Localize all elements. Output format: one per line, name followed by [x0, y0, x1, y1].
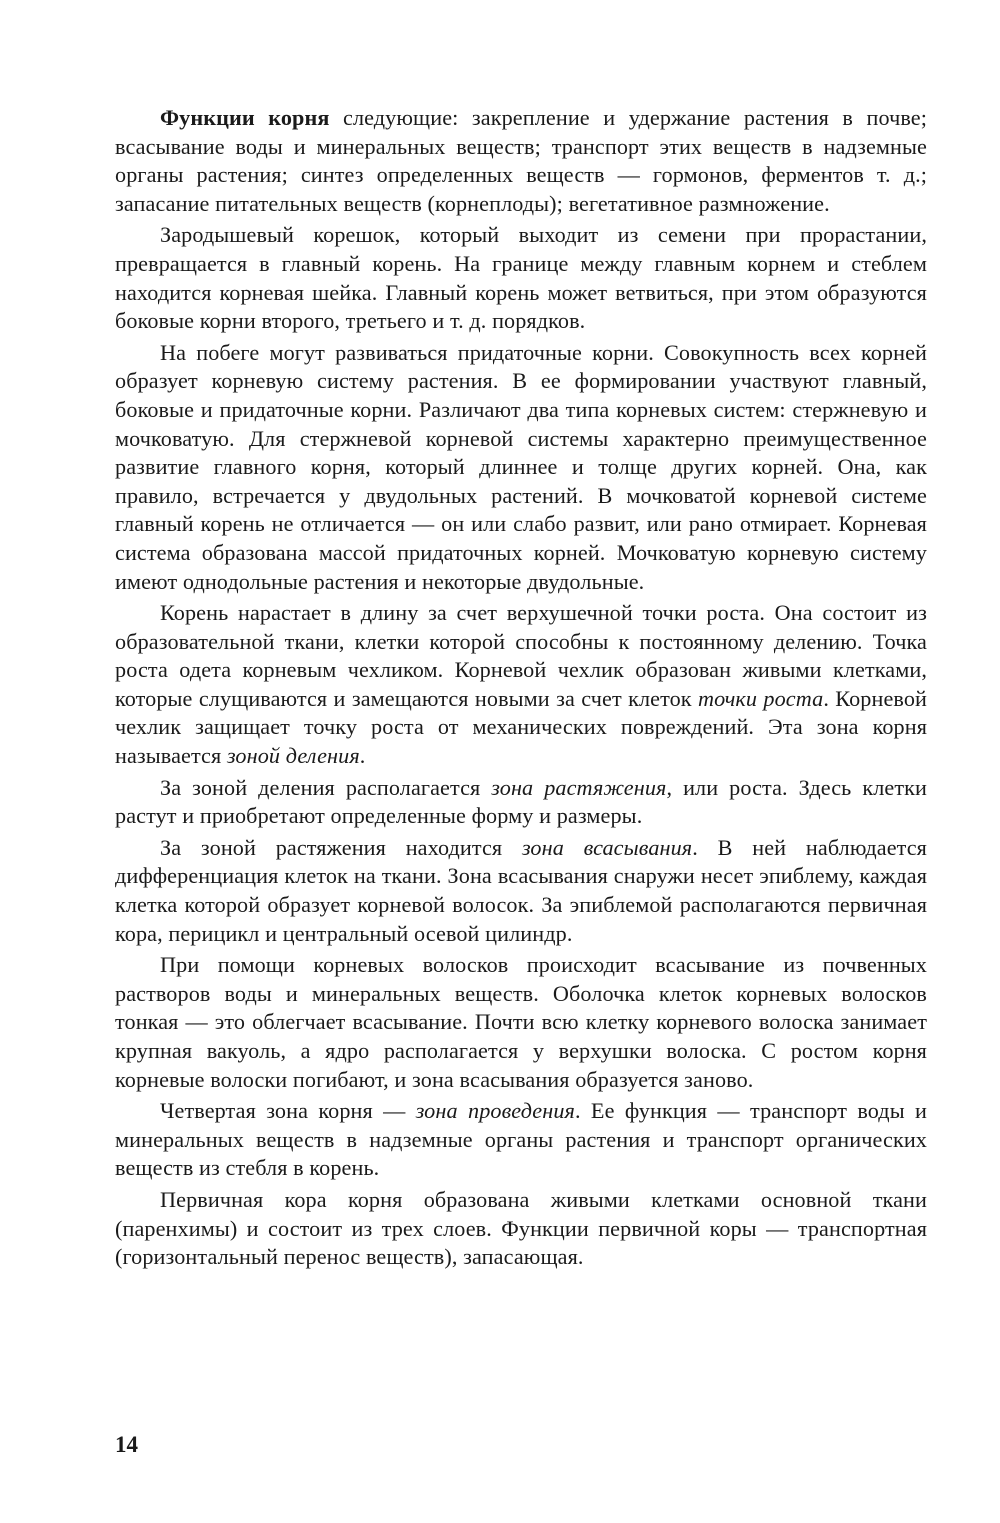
term-conduction-zone: зона проведения: [415, 1098, 575, 1124]
paragraph-text: . Корневой чехлик защищает точку роста от механических повреждений. Эта зона корня называется: [115, 685, 927, 769]
paragraph-root-functions: [115, 104, 927, 218]
term-root-functions: Функции корня: [160, 105, 330, 130]
term-division-zone: зоной деления: [226, 743, 360, 769]
paragraph-text: За зоной деления располагается: [160, 774, 492, 800]
term-growth-point: точки роста: [697, 685, 824, 711]
page-number: 14: [115, 1432, 138, 1457]
paragraph-text: Четвертая зона корня —: [160, 1098, 416, 1124]
term-absorption-zone: зона всасывания: [521, 834, 693, 860]
paragraph-text: Корень нарастает в длину за счет верхушечной точки роста. Она состоит из образовательной ткани, клетки которой способны к постоянному делению. Точка роста одета корневым чехликом. Корневой чехлик образован живыми клетками, которые слущиваются и замещаются новыми за счет клеток: [115, 600, 927, 711]
paragraph-root-systems: [115, 339, 927, 596]
paragraph-elongation-zone: [115, 774, 927, 831]
paragraph-text: .: [359, 743, 366, 769]
paragraph-text: За зоной растяжения находится: [160, 834, 522, 860]
paragraph-embryonic-root: [115, 221, 927, 335]
paragraph-text: На побеге могут развиваться придаточные корни. Совокупность всех корней образует корневую систему растения. В ее формировании участвуют главный, боковые и придаточные корни. Различают два типа корневых систем: стержневую и мочковатую. Для стержневой корневой системы характерно преимущественное развитие главного корня, который длиннее и толще других корней. Она, как правило, встречается у двудольных растений. В мочковатой корневой системе главный корень не отличается — он или слабо развит, или рано отмирает. Корневая система образована массой придаточных корней. Мочковатую корневую систему имеют однодольные растения и некоторые двудольные.: [115, 339, 927, 594]
paragraph-root-hairs: [115, 951, 927, 1094]
paragraph-absorption-zone: [115, 834, 927, 948]
paragraph-text: следующие: закрепление и удержание растения в почве; всасывание воды и минеральных веществ; транспорт этих веществ в надземные органы растения; синтез определенных веществ — гормонов, ферментов т. д.; запасание питательных веществ (корнеплоды); вегетативное размножение.: [115, 105, 928, 216]
page-body: [115, 104, 927, 1275]
paragraph-text: . Ее функция — транспорт воды и минеральных веществ в надземные органы растения и транспорт органических веществ из стебля в корень.: [115, 1098, 927, 1181]
paragraph-conduction-zone: [115, 1097, 927, 1183]
paragraph-primary-cortex: [115, 1186, 927, 1272]
paragraph-text: . В ней наблюдается дифференциация клеток на ткани. Зона всасывания снаружи несет эпиблему, каждая клетка которой образует корневой волосок. За эпиблемой располагаются первичная кора, перицикл и центральный осевой цилиндр.: [115, 834, 927, 946]
term-elongation-zone: зона растяжения: [491, 774, 667, 800]
paragraph-growth-point: [115, 599, 927, 771]
paragraph-text: , или роста. Здесь клетки растут и приобретают определенные форму и размеры.: [115, 774, 927, 829]
paragraph-text: Первичная кора корня образована живыми клетками основной ткани (паренхимы) и состоит из трех слоев. Функции первичной коры — транспортная (горизонтальный перенос веществ), запасающая.: [115, 1186, 927, 1270]
paragraph-text: При помощи корневых волосков происходит всасывание из почвенных растворов воды и минеральных веществ. Оболочка клеток корневых волосков тонкая — это облегчает всасывание. Почти всю клетку корневого волоска занимает крупная вакуоль, а ядро располагается у верхушки волоска. С ростом корня корневые волоски погибают, и зона всасывания образуется заново.: [115, 952, 927, 1092]
paragraph-text: Зародышевый корешок, который выходит из семени при прорастании, превращается в главный корень. На границе между главным корнем и стеблем находится корневая шейка. Главный корень может ветвиться, при этом образуются боковые корни второго, третьего и т. д. порядков.: [115, 222, 927, 334]
